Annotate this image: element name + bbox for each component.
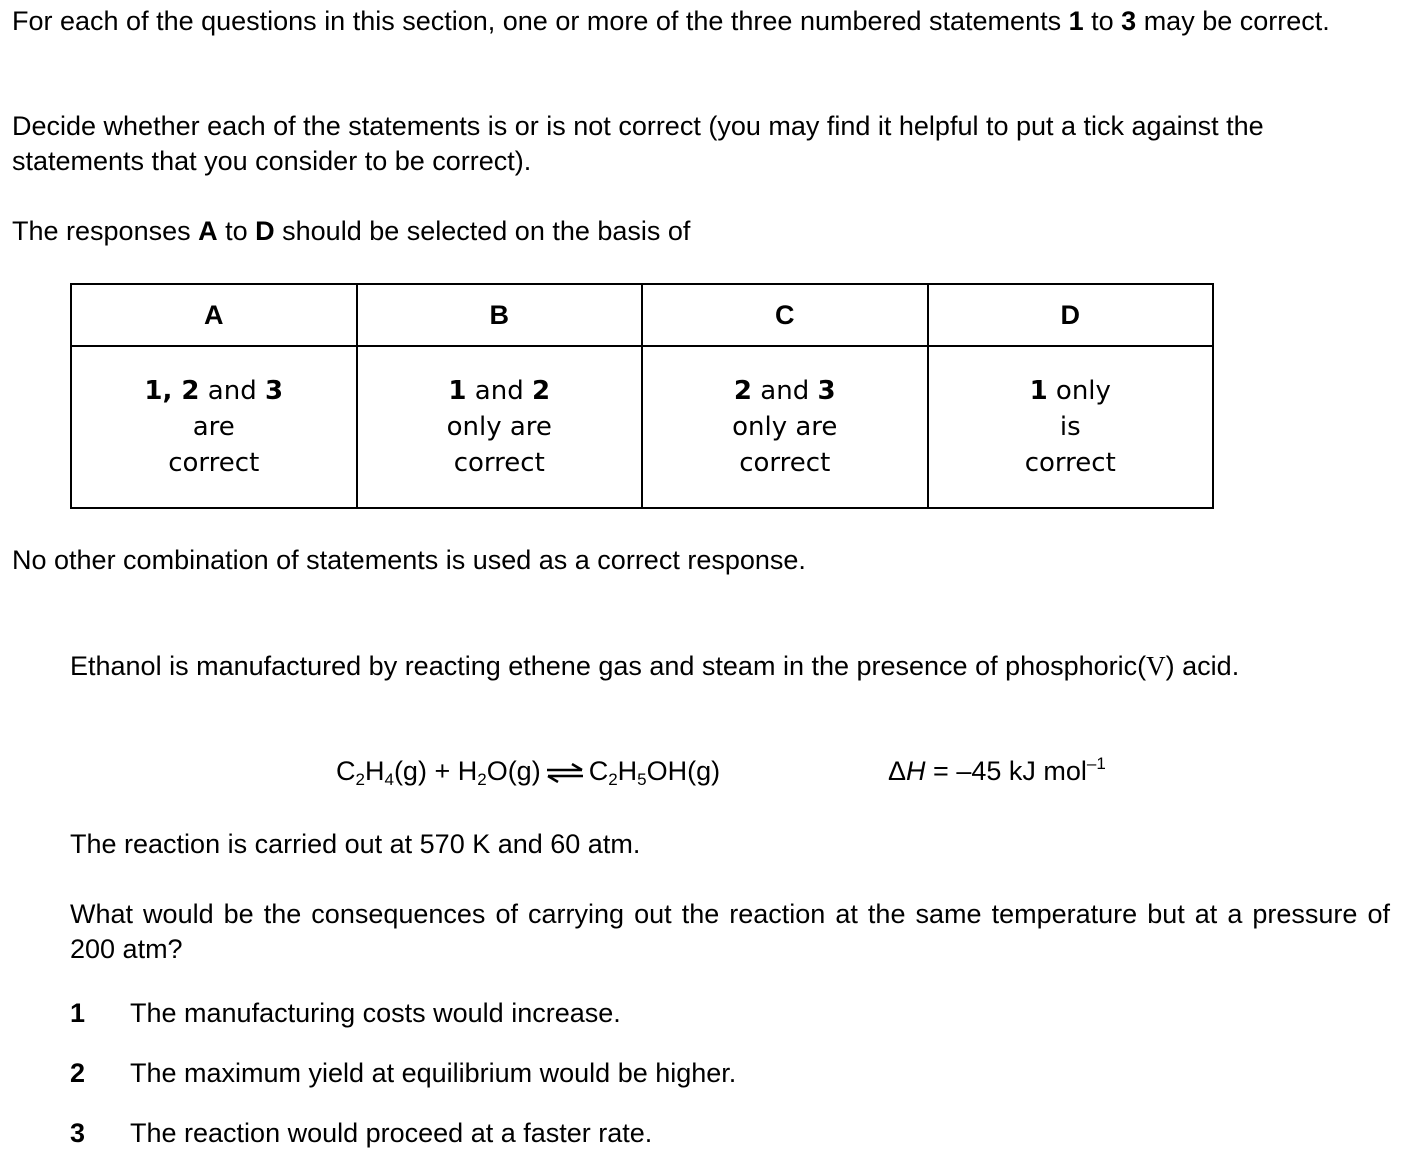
statement-text: The reaction would proceed at a faster rate.: [130, 1118, 653, 1148]
instruction-paragraph-2: Decide whether each of the statements is or is not correct (you may find it helpful to put a tick against the statements that you consider to be correct).: [12, 111, 1264, 176]
instruction-paragraph-4: No other combination of statements is used as a correct response.: [12, 545, 806, 575]
statement-text: The maximum yield at equilibrium would be higher.: [130, 1058, 737, 1088]
instruction-paragraph-1: [12, 4, 1392, 39]
statement-number: 2: [70, 1058, 86, 1088]
response-cell-c: 2 and 3 only are correct: [642, 346, 928, 508]
instruction-text: may be correct.: [1136, 6, 1330, 36]
instruction-text: to: [217, 216, 256, 246]
response-cell-b: 1 and 2 only are correct: [357, 346, 643, 508]
response-table-body-row: [71, 346, 1213, 508]
response-letter: A: [198, 216, 218, 246]
instruction-text: should be selected on the basis of: [274, 216, 691, 246]
instruction-text: to: [1083, 6, 1122, 36]
question-prompt: What would be the consequences of carrying out the reaction at the same temperature but at a pressure of 200 atm?: [70, 899, 1390, 964]
statement-number: 3: [1121, 6, 1137, 36]
equilibrium-arrow-icon: [545, 763, 585, 783]
header-cell-c: C: [642, 284, 928, 346]
response-cell-d: 1 only is correct: [928, 346, 1214, 508]
question-intro: Ethanol is manufactured by reacting ethene gas and steam in the presence of phosphoric(V) acid.: [70, 651, 1240, 681]
statement-text: The manufacturing costs would increase.: [130, 998, 621, 1028]
response-table: [70, 283, 1214, 509]
instruction-text: For each of the questions in this section, one or more of the three numbered statements: [12, 6, 1069, 36]
header-cell-a: A: [71, 284, 357, 346]
response-table-header-row: [71, 284, 1213, 346]
header-cell-b: B: [357, 284, 643, 346]
chemical-equation: $C_2H_4(g) + H_2O(g)$ $C_2H_5OH(g)$: [336, 756, 721, 789]
statement-number: 1: [1068, 6, 1084, 36]
statement-number: 1: [70, 998, 86, 1028]
response-cell-a: 1, 2 and 3 are correct: [71, 346, 357, 508]
instruction-text: The responses: [12, 216, 199, 246]
statement-number: 3: [70, 1118, 86, 1148]
enthalpy-change: ΔH = –45 kJ mol$^{-1}$: [888, 754, 1106, 786]
instruction-paragraph-3: [12, 214, 1392, 249]
response-letter: D: [255, 216, 275, 246]
header-cell-d: D: [928, 284, 1214, 346]
reaction-conditions: The reaction is carried out at 570 K and 60 atm.: [70, 829, 641, 859]
